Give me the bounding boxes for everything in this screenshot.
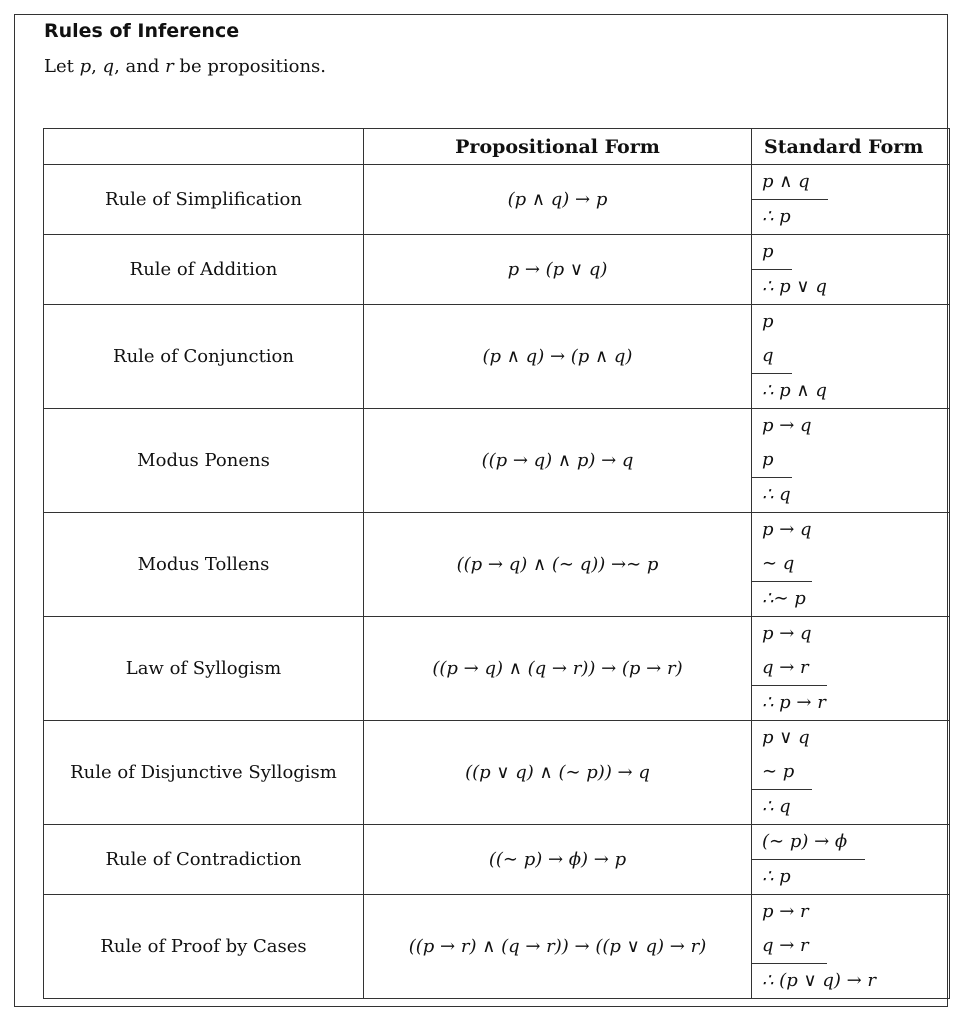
propositional-form: (p ∧ q) → (p ∧ q) [364,305,752,409]
premise: p [752,235,792,270]
premise: p ∧ q [752,165,828,200]
table-row [44,409,950,513]
intro-before: Let [44,56,80,77]
propositional-form: ((p → q) ∧ (q → r)) → (p → r) [364,617,752,721]
premise-with-bar [752,755,949,790]
premise: q [752,339,792,374]
standard-form [752,305,950,409]
standard-form [752,617,950,721]
rule-name: Rule of Disjunctive Syllogism [44,721,364,825]
table-row [44,895,950,999]
standard-form [752,165,950,235]
premise: p ∨ q [762,727,810,748]
conclusion: ∴ p [762,866,791,887]
table-row [44,513,950,617]
propositional-form: ((∼ p) → ϕ) → p [364,825,752,895]
premise: q → r [752,929,827,964]
table-row [44,165,950,235]
propositional-form: ((p ∨ q) ∧ (∼ p)) → q [364,721,752,825]
premise-with-bar [752,339,949,374]
standard-form-stack [752,235,949,304]
premise: p [762,311,774,332]
rules-table-body [44,165,950,999]
premise: p → q [762,415,812,436]
rule-name: Rule of Proof by Cases [44,895,364,999]
table-header-row [44,129,950,165]
standard-form [752,721,950,825]
standard-form [752,235,950,305]
conclusion: ∴ (p ∨ q) → r [762,970,877,991]
table-row [44,721,950,825]
propositional-form: (p ∧ q) → p [364,165,752,235]
propositional-form: p → (p ∨ q) [364,235,752,305]
conclusion: ∴ q [762,796,791,817]
premise: p → q [762,623,812,644]
intro-sep1: , [91,56,103,77]
premise: ∼ q [752,547,812,582]
rule-name: Law of Syllogism [44,617,364,721]
header-standard-form: Standard Form [752,129,950,165]
premise: (∼ p) → ϕ [752,825,865,860]
propositional-form: ((p → q) ∧ p) → q [364,409,752,513]
propositional-form: ((p → r) ∧ (q → r)) → ((p ∨ q) → r) [364,895,752,999]
table-row [44,305,950,409]
rule-name: Rule of Conjunction [44,305,364,409]
intro-var-p: p [79,56,92,77]
conclusion: ∴ p [762,206,791,227]
premise-with-bar [752,235,949,270]
standard-form-stack [752,825,949,894]
premise: ∼ p [752,755,812,790]
premise-with-bar [752,825,949,860]
table-row [44,825,950,895]
standard-form-stack [752,513,949,616]
page-title: Rules of Inference [44,20,240,42]
standard-form-stack [752,409,949,512]
rule-name: Rule of Addition [44,235,364,305]
premise-with-bar [752,443,949,478]
rules-table [43,128,950,999]
premise-with-bar [752,651,949,686]
standard-form [752,895,950,999]
conclusion: ∴ p ∨ q [762,276,827,297]
header-propositional-form: Propositional Form [364,129,752,165]
premise: p [752,443,792,478]
intro-var-r: r [165,56,174,77]
rule-name: Modus Tollens [44,513,364,617]
conclusion: ∴ q [762,484,791,505]
conclusion: ∴ p ∧ q [762,380,827,401]
standard-form [752,409,950,513]
table-row [44,617,950,721]
rule-name: Modus Ponens [44,409,364,513]
standard-form-stack [752,721,949,824]
intro-sep2: , and [114,56,166,77]
intro-var-q: q [102,56,115,77]
premise: p → r [762,901,809,922]
intro-after: be propositions. [173,56,327,77]
standard-form-stack [752,895,949,998]
premise-with-bar [752,547,949,582]
propositional-form: ((p → q) ∧ (∼ q)) →∼ p [364,513,752,617]
rule-name: Rule of Contradiction [44,825,364,895]
standard-form-stack [752,165,949,234]
standard-form [752,513,950,617]
conclusion: ∴∼ p [762,588,806,609]
premise-with-bar [752,929,949,964]
rule-name: Rule of Simplification [44,165,364,235]
standard-form-stack [752,305,949,408]
standard-form [752,825,950,895]
intro-text [44,56,326,77]
premise: q → r [752,651,827,686]
conclusion: ∴ p → r [762,692,826,713]
table-row [44,235,950,305]
standard-form-stack [752,617,949,720]
header-rule-name [44,129,364,165]
premise: p → q [762,519,812,540]
premise-with-bar [752,165,949,200]
